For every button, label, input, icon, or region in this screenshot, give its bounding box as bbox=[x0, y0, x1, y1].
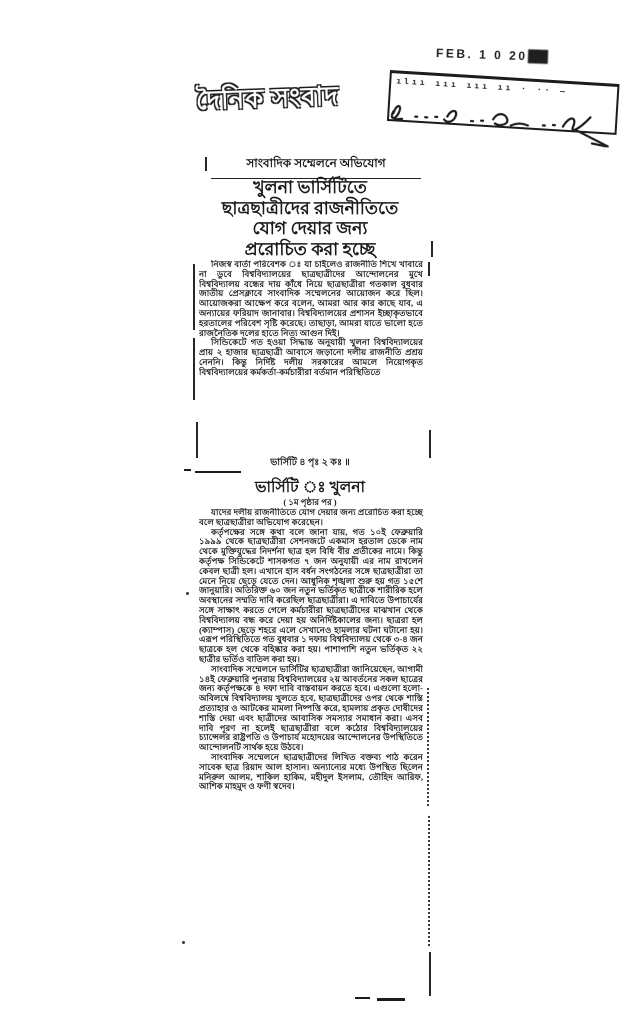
paragraph bbox=[199, 260, 423, 338]
jump-note: ভার্সিটি ৪ পৃঃ ২ কঃ ॥ bbox=[270, 458, 350, 468]
paragraph: যাদের দলীয় রাজনীতিতে যোগ দেয়ার জন্য প্ররোচিত করা হচ্ছে বলে ছাত্রছাত্রীরা অভিযোগ করেছেন। bbox=[199, 508, 423, 527]
column-rule bbox=[193, 264, 195, 330]
margin-dot bbox=[182, 941, 185, 944]
date-stamp bbox=[390, 46, 630, 146]
signature-scribble-icon bbox=[384, 83, 623, 153]
headline-line-4: প্ররোচিত করা হচ্ছে bbox=[244, 238, 376, 259]
stamp-border-box bbox=[387, 70, 620, 135]
headline-line-1: খুলনা ভার্সিটিতে bbox=[253, 177, 367, 197]
column-rule bbox=[196, 422, 198, 458]
headline-line-3: যোগ দেয়ার জন্য bbox=[252, 218, 368, 238]
article-kicker: সাংবাদিক সম্মেলনে অভিযোগ bbox=[211, 155, 421, 179]
stamp-date-main: FEB. 1 0 20 bbox=[435, 46, 528, 64]
column-rule bbox=[428, 262, 430, 276]
paragraph: সাংবাদিক সম্মেলনে ছাত্রছাত্রীদের লিখিত বক্তব্য পাঠ করেন সাবেক ছাত্র রিয়াদ আল হাসান। অন্যান্যের মধ্যে উপস্থিত ছিলেন মনিরুল আলম, শাকিল হাকিম, মহীদুল ইসলাম, তৌহিদ আরিফ, আশিক মাহমুদ ও ফণী স্বদেব। bbox=[199, 751, 423, 792]
stamp-date-text bbox=[436, 46, 548, 64]
headline-line-2: ছাত্রছাত্রীদের রাজনীতিতে bbox=[221, 197, 399, 218]
paragraph: কর্তৃপক্ষের সঙ্গে কথা বলে জানা যায়, গত ১০ই ফেব্রুয়ারি ১৯৯৯ থেকে ছাত্রছাত্রীরা সেশনজটে একমাস হরতাল ডেকে নাম থেকে মুক্তিযুদ্ধের নিদর্শনা ছাত্র হল বিধি বীর প্রতীকের নামে। কিন্তু কর্তৃপক্ষ সিন্ডিকেটে শাসকগত ৭ জন অনুযায়ী এর নাম রাখলেন কেবল ছাত্রী হল। এখানে হাস বর্ধন সংগঠনের সঙ্গে ছাত্রছাত্রীরা তা মেনে নিয়ে ছেড়ে যেতে দেন। আধুনিক শৃঙ্খলা শুরু হয় গত ১৫শে জানুয়ারি। অতিরিক্ত ৬০ জন নতুন ভর্তিকৃত ছাত্রীকে শারীরিক হলে অবস্থানের সম্মতি দাবি করেছিল ছাত্রছাত্রীরা। এ দাবিতে উপাচার্যের সঙ্গে সাক্ষাৎ করতে গেলে কর্মচারীরা ছাত্রছাত্রীদের মাঝখান থেকে বিশ্ববিদ্যালয় বন্ধ করে দেয়া হয় অনির্দিষ্টকালের জন্য। ছাত্ররা হল (ক্যাম্পাস) ছেড়ে শহরে এলে সেখানেও হামলার ঘটনা ঘটানো হয়। এরূপ পরিস্থিতিতে গত বুধবার ১ দফায় বিশ্ববিদ্যালয় থেকে ৩-৪ জন ছাত্রকে হল থেকে বহিষ্কার করা হয়। পাশাপাশি নতুন ভর্তিকৃত ২২ ছাত্রীর ভর্তিও বাতিল করা হয়। bbox=[199, 526, 423, 664]
paragraph-text: যা চাইলেও রাজনীতি শিখে খাবারে না ডুবে বিশ্ববিদ্যালয়ের ছাত্রছাত্রীদের আন্দোলনের মুখে বিশ্ববিদ্যালয় বন্ধের দায় কাঁধে নিয়ে ছাত্রছাত্রীরা গতকাল বুধবার জাতীয় প্রেসক্লাবে সাংবাদিক সম্মেলনের আয়োজন করে ছিল। আয়োজকরা আক্ষেপ করে বলেন, আমরা আর কার কাছে যাব, এ অন্যায়ের ফরিয়াদ জানাবার। বিশ্ববিদ্যালয়ের প্রশাসন ইচ্ছাকৃতভাবে হরতালের পরিবেশ সৃষ্টি করেছে। তাছাড়া, আমরা যাতে ভালো হতে রাজনৈতিক দলের হাতে নিত্য আগুন দিই। bbox=[199, 260, 423, 338]
body-column-part1 bbox=[199, 260, 423, 454]
section-divider bbox=[195, 471, 241, 473]
paragraph: সাংবাদিক সম্মেলনে ভার্সিটির ছাত্রছাত্রীরা জানিয়েছেন, আগামী ১৪ই ফেব্রুয়ারি পুনরায় বিশ্ববিদ্যালয়ের ২য় আবর্তনের সকল ছাত্রের জন্য কর্তৃপক্ষকে ৪ দফা দাবি বাস্তবায়ন করতে হবে। এগুলো হলো- অবিলম্বে বিশ্ববিদ্যালয় খুলতে হবে, ছাত্রছাত্রীদের ওপর থেকে শাস্তি প্রত্যাহার ও আটকের মামলা নিষ্পত্তি করে, হামলায় প্রকৃত দোষীদের শাস্তি দেয়া এবং ছাত্রীদের আবাসিক সমস্যার সমাধান করা। এসব দাবি পূরণ না হলেই ছাত্রছাত্রীরা বলে কঠোর বিশ্ববিদ্যালয়ের চ্যান্সেলর রাষ্ট্রপতি ও উপাচার্য মহোদয়ের আন্দোলনের উপস্থিতিতে আন্দোলনটি সার্থক হয়ে উঠবে। bbox=[199, 663, 423, 753]
body-column-part2 bbox=[199, 508, 423, 998]
column-rule bbox=[427, 688, 429, 806]
jump-headline: ভার্সিটি ঃ খুলনা bbox=[254, 479, 366, 496]
paragraph: সিন্ডিকেটে গত হওয়া সিদ্ধান্ত অনুযায়ী খুলনা বিশ্ববিদ্যালয়ের প্রায় ২ হাজার ছাত্রছাত্রী আবাসে জড়ানো দলীয় রাজনীতি প্রশ্রয় নেননি। কিন্তু নির্দিষ্ট দলীয় সরকারের আমলে নিয়োগকৃত বিশ্ববিদ্যালয়ের কর্মকর্তা-কর্মচারীরা বর্তমান পরিস্থিতিতে bbox=[199, 337, 423, 377]
jump-subnote: ( ১ম পৃষ্ঠার পর ) bbox=[283, 497, 337, 507]
byline-lead-in: নিজস্ব বার্তা পরিবেশক ঃ bbox=[211, 260, 302, 269]
stamp-small-print: ılıı ııı ııı ıı · ·· — bbox=[396, 76, 569, 96]
column-rule bbox=[429, 430, 431, 458]
stamp-date-smudge: 00 bbox=[528, 49, 548, 64]
margin-dot bbox=[186, 592, 189, 595]
end-dash bbox=[377, 998, 405, 1001]
end-dash bbox=[355, 997, 370, 999]
section-divider-tick bbox=[184, 469, 191, 471]
column-rule bbox=[193, 338, 195, 400]
column-rule bbox=[205, 157, 207, 171]
column-rule bbox=[431, 241, 433, 257]
newspaper-masthead: দৈনিক সংবাদ bbox=[195, 81, 340, 116]
article-headline bbox=[197, 177, 423, 259]
column-rule bbox=[428, 816, 430, 946]
column-rule bbox=[429, 952, 431, 996]
